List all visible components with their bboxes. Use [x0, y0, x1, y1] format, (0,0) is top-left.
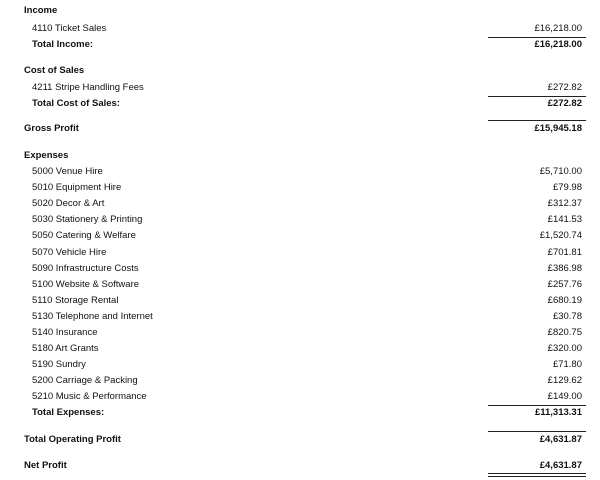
expense-item-label: 5010 Equipment Hire [32, 182, 122, 193]
expenses-heading-row [0, 148, 600, 164]
expense-line-item [0, 164, 600, 180]
cost-of-sales-total-amount: £272.82 [547, 98, 582, 109]
operating-profit-row [0, 432, 600, 448]
cost-of-sales-heading-row [0, 63, 600, 79]
expense-item-amount: £5,710.00 [539, 166, 582, 177]
income-heading-row [0, 3, 600, 19]
expenses-total-amount: £11,313.31 [534, 407, 582, 418]
income-line-item [0, 21, 600, 37]
expense-line-item [0, 373, 600, 389]
gross-profit-row [0, 121, 600, 137]
operating-profit-amount: £4,631.87 [539, 434, 582, 445]
income-item-label: 4110 Ticket Sales [32, 23, 107, 34]
cost-of-sales-total-row [0, 96, 600, 112]
expense-item-label: 5140 Insurance [32, 327, 98, 338]
cost-of-sales-heading: Cost of Sales [24, 65, 85, 76]
expense-item-label: 5030 Stationery & Printing [32, 214, 143, 225]
expense-item-label: 5020 Decor & Art [32, 198, 105, 209]
expense-item-label: 5190 Sundry [32, 359, 86, 370]
expense-item-amount: £149.00 [547, 391, 582, 402]
income-total-label: Total Income: [32, 39, 94, 50]
net-profit-double-rule [488, 473, 586, 477]
expense-line-item [0, 277, 600, 293]
expenses-heading: Expenses [24, 150, 69, 161]
expense-item-label: 5000 Venue Hire [32, 166, 103, 177]
gross-profit-label: Gross Profit [24, 123, 79, 134]
expense-item-amount: £79.98 [552, 182, 582, 193]
net-profit-label: Net Profit [24, 460, 67, 471]
expense-item-amount: £129.62 [547, 375, 582, 386]
expense-line-item [0, 325, 600, 341]
expense-item-amount: £30.78 [552, 311, 582, 322]
expense-line-item [0, 357, 600, 373]
income-total-amount: £16,218.00 [534, 39, 582, 50]
expense-item-label: 5200 Carriage & Packing [32, 375, 138, 386]
expenses-total-label: Total Expenses: [32, 407, 105, 418]
expense-item-amount: £257.76 [547, 279, 582, 290]
expense-line-item [0, 228, 600, 244]
expense-item-label: 5180 Art Grants [32, 343, 99, 354]
expense-item-amount: £820.75 [547, 327, 582, 338]
income-item-amount: £16,218.00 [534, 23, 582, 34]
expense-item-label: 5210 Music & Performance [32, 391, 147, 402]
expense-item-amount: £680.19 [547, 295, 582, 306]
expense-item-amount: £312.37 [547, 198, 582, 209]
expense-item-amount: £71.80 [552, 359, 582, 370]
expense-line-item [0, 245, 600, 261]
expense-item-amount: £141.53 [547, 214, 582, 225]
expense-item-amount: £386.98 [547, 263, 582, 274]
expense-line-item [0, 341, 600, 357]
expense-line-item [0, 180, 600, 196]
income-total-row [0, 37, 600, 53]
expense-item-label: 5100 Website & Software [32, 279, 140, 290]
expense-line-item [0, 212, 600, 228]
expense-item-amount: £701.81 [547, 247, 582, 258]
expense-item-label: 5050 Catering & Welfare [32, 230, 136, 241]
expense-item-label: 5090 Infrastructure Costs [32, 263, 139, 274]
expense-item-amount: £1,520.74 [539, 230, 582, 241]
expense-line-item [0, 309, 600, 325]
cost-of-sales-item-amount: £272.82 [547, 82, 582, 93]
operating-profit-label: Total Operating Profit [24, 434, 121, 445]
cost-of-sales-total-label: Total Cost of Sales: [32, 98, 120, 109]
expense-item-label: 5130 Telephone and Internet [32, 311, 153, 322]
expense-item-label: 5070 Vehicle Hire [32, 247, 107, 258]
income-heading: Income [24, 5, 58, 16]
expense-line-item [0, 261, 600, 277]
expense-item-label: 5110 Storage Rental [32, 295, 119, 306]
expense-line-item [0, 196, 600, 212]
net-profit-amount: £4,631.87 [539, 460, 582, 471]
net-profit-row [0, 458, 600, 474]
cost-of-sales-item-label: 4211 Stripe Handling Fees [32, 82, 144, 93]
gross-profit-amount: £15,945.18 [534, 123, 582, 134]
cost-of-sales-line-item [0, 80, 600, 96]
expense-line-item [0, 389, 600, 405]
expense-line-item [0, 293, 600, 309]
expense-item-amount: £320.00 [547, 343, 582, 354]
expenses-total-row [0, 405, 600, 421]
